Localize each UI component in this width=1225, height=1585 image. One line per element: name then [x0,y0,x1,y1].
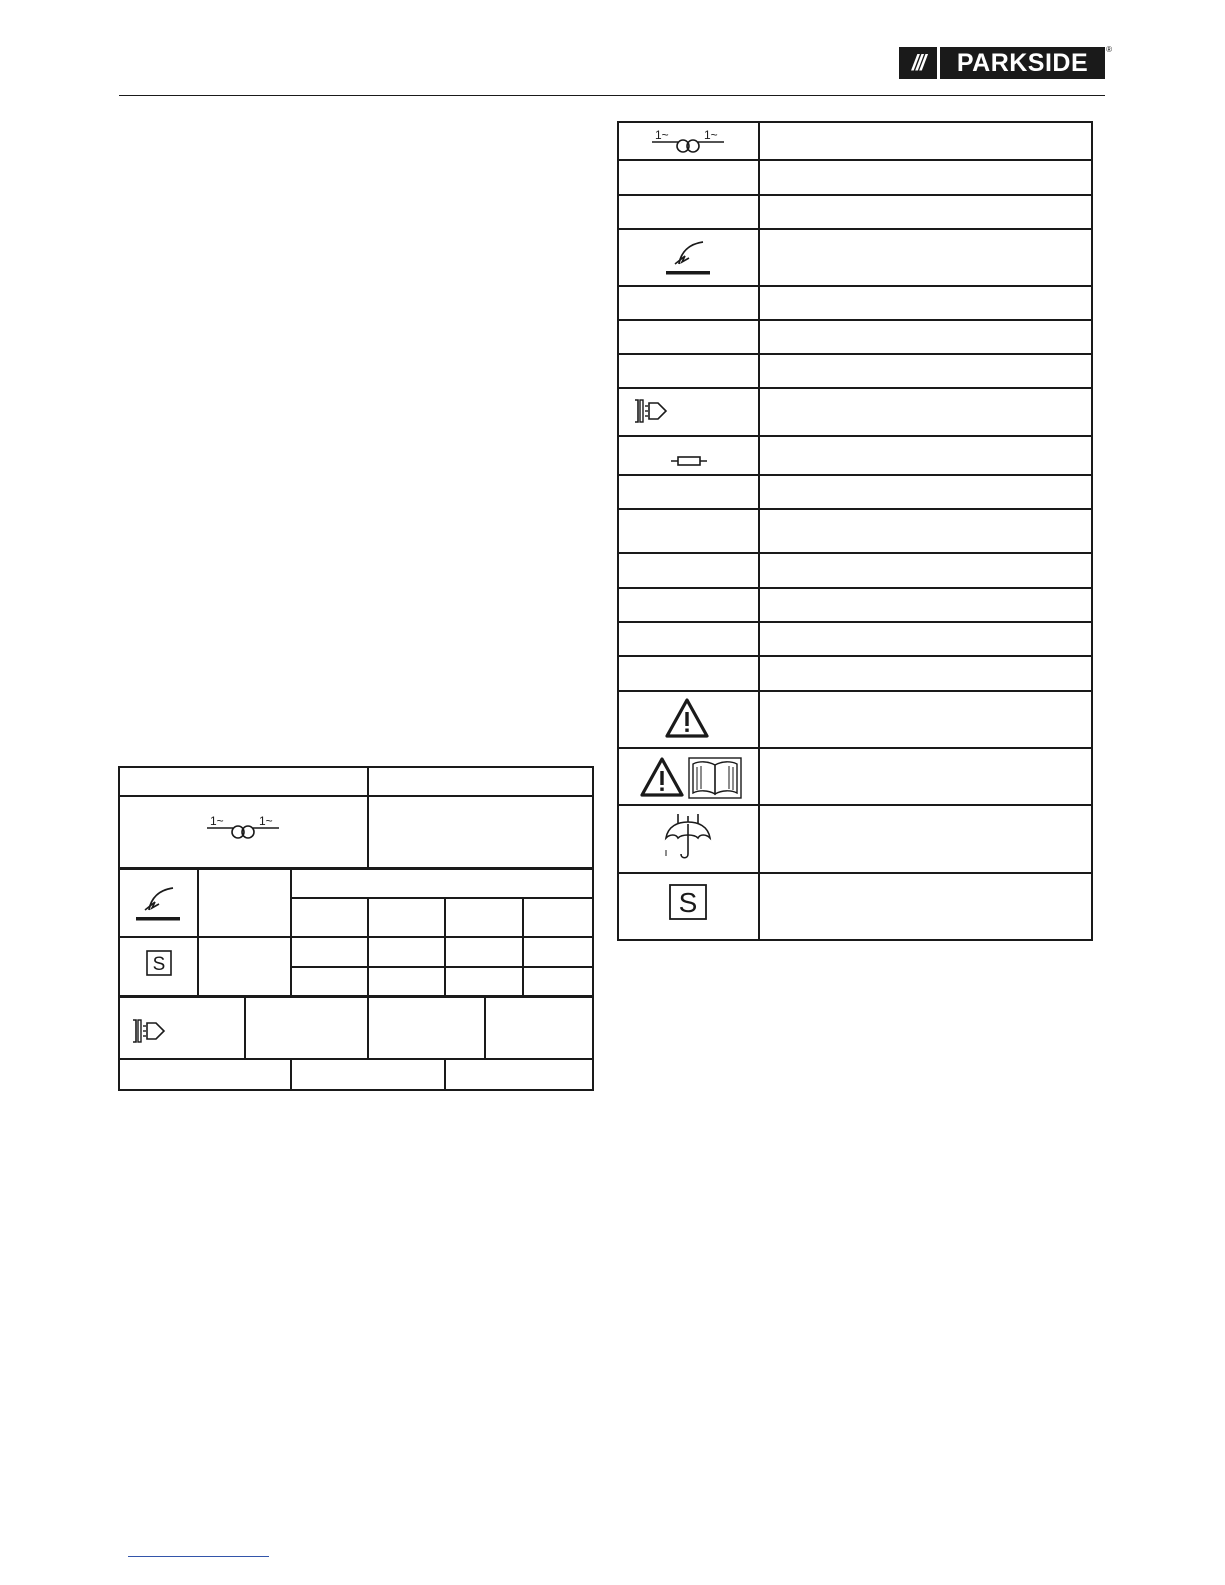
safety-s-icon [146,950,172,976]
symbol-legend-hline [617,872,1093,874]
symbol-legend-hline [617,474,1093,476]
symbol-legend-vline [758,121,760,941]
symbol-legend-hline [617,804,1093,806]
symbol-legend-hline [617,552,1093,554]
transformer-icon [650,126,726,156]
header-rule [119,95,1105,96]
rating-plate-vline [522,898,524,996]
safety-s-letter: S [678,887,698,918]
rating-plate-vline [367,898,369,996]
warning-triangle-icon [639,756,685,798]
symbol-legend-hline [617,587,1093,589]
rating-plate-hline [291,897,594,899]
warning-triangle-icon [664,697,710,739]
brand-logo [899,45,1112,79]
symbol-legend-hline [617,747,1093,749]
safety-s-icon [669,884,707,920]
brand-name: PARKSIDE [940,47,1105,79]
footer-link-underline[interactable] [128,1556,269,1557]
rating-plate-vline [290,869,292,996]
symbol-legend-hline [617,353,1093,355]
rating-plate-vline [244,997,246,1059]
rating-plate-hline [118,1058,594,1060]
arc-welding-icon [135,880,181,922]
rating-plate-vline [444,1059,446,1090]
safety-s-letter: S [152,954,166,975]
brand-slashes: /// [899,47,937,79]
symbol-legend-hline [617,655,1093,657]
transformer-label-in: 1~ [655,128,669,142]
rating-plate-vline [367,766,369,869]
symbol-legend-hline [617,319,1093,321]
rain-protection-icon [662,812,714,864]
rating-plate-hline [118,795,594,797]
rating-plate-hline [291,966,594,968]
symbol-legend-hline [617,159,1093,161]
transformer-label-in: 1~ [210,814,224,828]
brand-registered-mark: ® [1106,45,1112,54]
symbol-legend-hline [617,435,1093,437]
rating-plate-vline [367,997,369,1059]
rating-plate-vline [484,997,486,1059]
transformer-icon [205,812,281,842]
symbol-legend-hline [617,508,1093,510]
symbol-legend-hline [617,387,1093,389]
symbol-legend-hline [617,690,1093,692]
read-manual-icon [688,757,742,799]
arc-welding-icon [665,234,711,276]
mains-plug-icon [632,398,670,424]
symbol-legend-hline [617,194,1093,196]
rating-plate-vline [197,869,199,996]
transformer-label-out: 1~ [259,814,273,828]
symbol-legend-hline [617,285,1093,287]
symbol-legend-hline [617,621,1093,623]
rating-plate-vline [290,1059,292,1090]
rating-plate-vline [444,898,446,996]
mains-plug-icon [130,1018,168,1044]
rating-plate-hline [118,867,594,870]
transformer-label-out: 1~ [704,128,718,142]
fuse-icon [671,455,707,467]
symbol-legend-hline [617,228,1093,230]
